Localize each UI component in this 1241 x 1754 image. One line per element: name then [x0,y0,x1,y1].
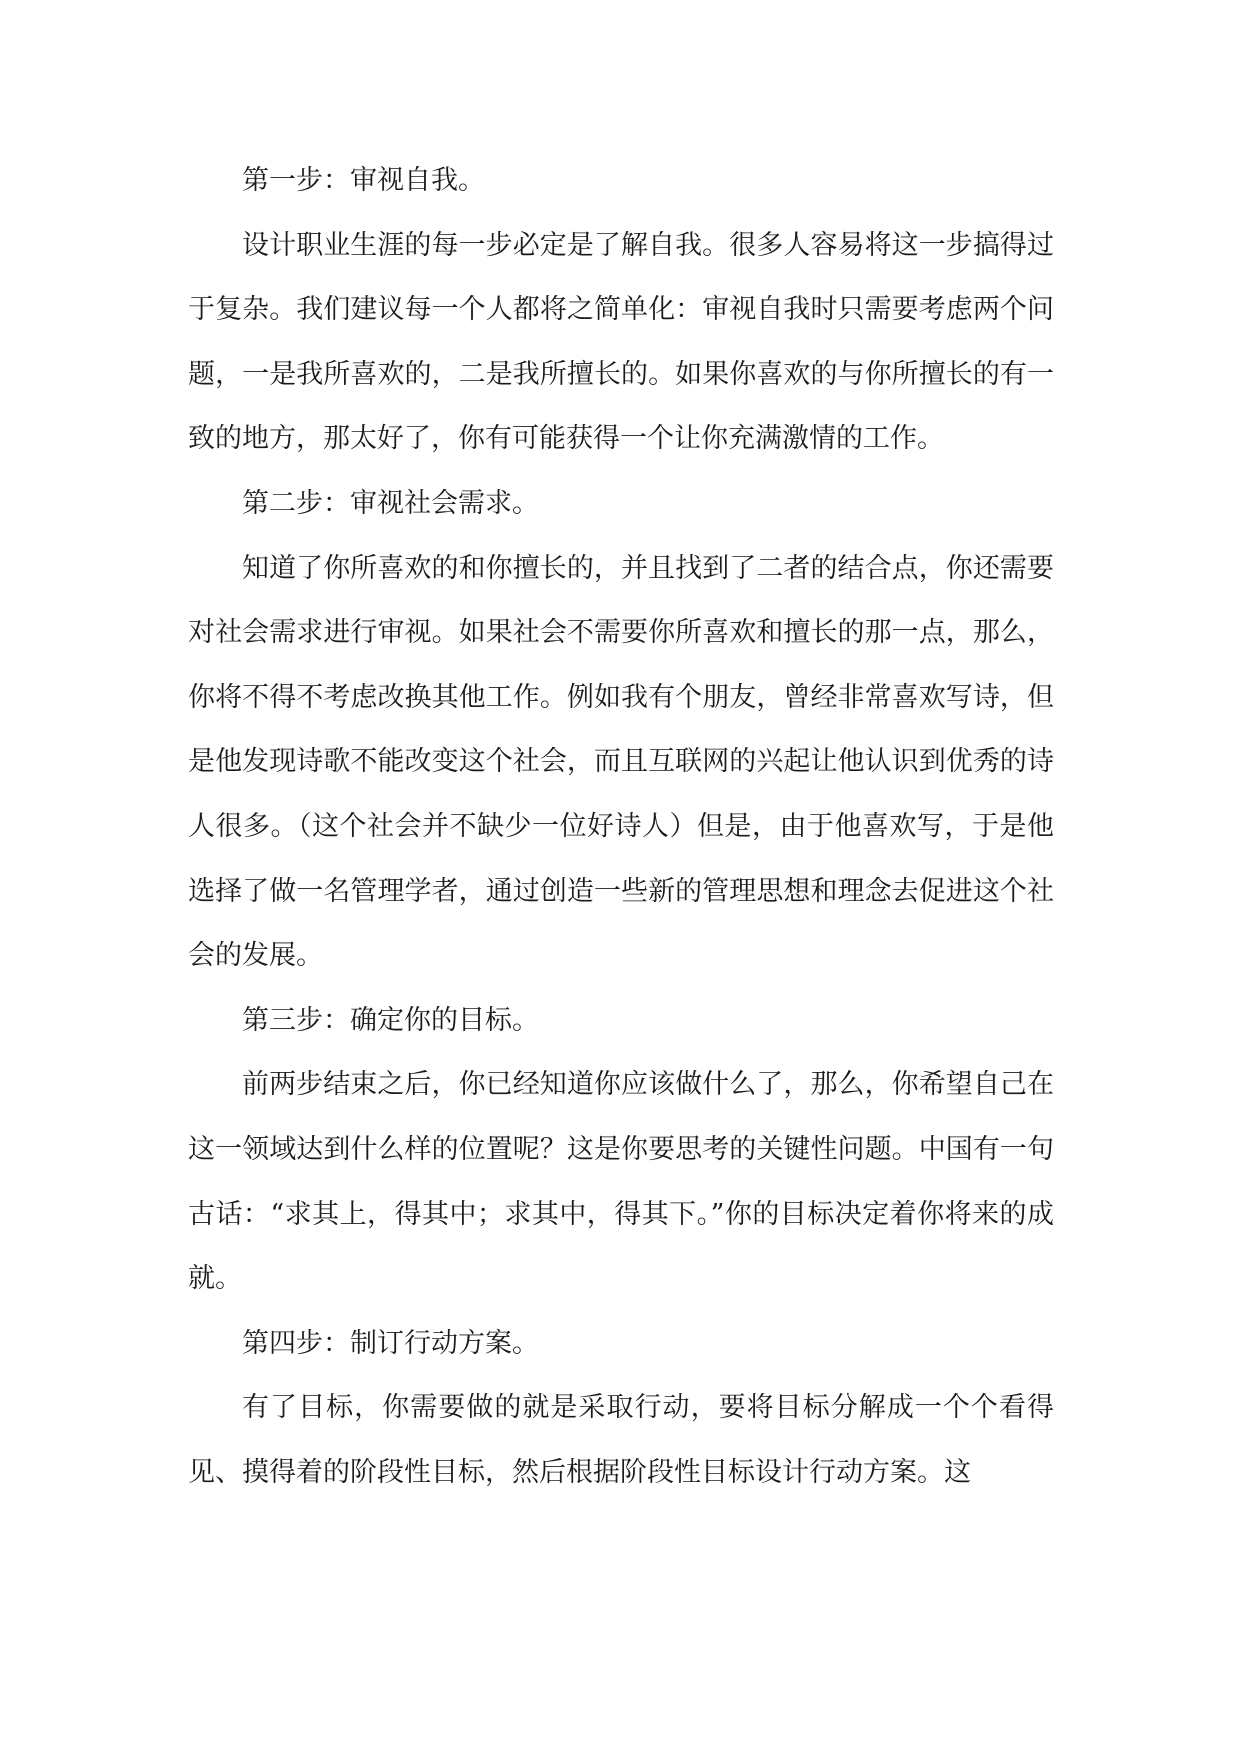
step-1-paragraph: 设计职业生涯的每一步必定是了解自我。很多人容易将这一步搞得过于复杂。我们建议每一个人都将之简单化：审视自我时只需要考虑两个问题，一是我所喜欢的，二是我所擅长的。如果你喜欢的与你所擅长的有一致的地方，那太好了，你有可能获得一个让你充满激情的工作。 [188,229,1054,455]
step-1-heading: 第一步：审视自我。 [242,165,485,196]
step-2-heading: 第二步：审视社会需求。 [242,487,539,519]
step-4-paragraph: 有了目标，你需要做的就是采取行动，要将目标分解成一个个看得见、摸得着的阶段性目标，然后根据阶段性目标设计行动方案。这 [188,1392,1054,1488]
step-3-paragraph: 前两步结束之后，你已经知道你应该做什么了，那么，你希望自己在这一领域达到什么样的位置呢？这是你要思考的关键性问题。中国有一句古话：“求其上，得其中；求其中，得其下。”你的目标决定着你将来的成就。 [188,1069,1054,1295]
document-body [188,149,1054,1505]
step-3-heading: 第三步：确定你的目标。 [242,1004,539,1036]
step-4-heading: 第四步：制订行动方案。 [242,1327,539,1359]
step-2-paragraph: 知道了你所喜欢的和你擅长的，并且找到了二者的结合点，你还需要对社会需求进行审视。如果社会不需要你所喜欢和擅长的那一点，那么，你将不得不考虑改换其他工作。例如我有个朋友，曾经非常喜欢写诗，但是他发现诗歌不能改变这个社会，而且互联网的兴起让他认识到优秀的诗人很多。（这个社会并不缺少一位好诗人）但是，由于他喜欢写，于是他选择了做一名管理学者，通过创造一些新的管理思想和理念去促进这个社会的发展。 [188,552,1054,972]
